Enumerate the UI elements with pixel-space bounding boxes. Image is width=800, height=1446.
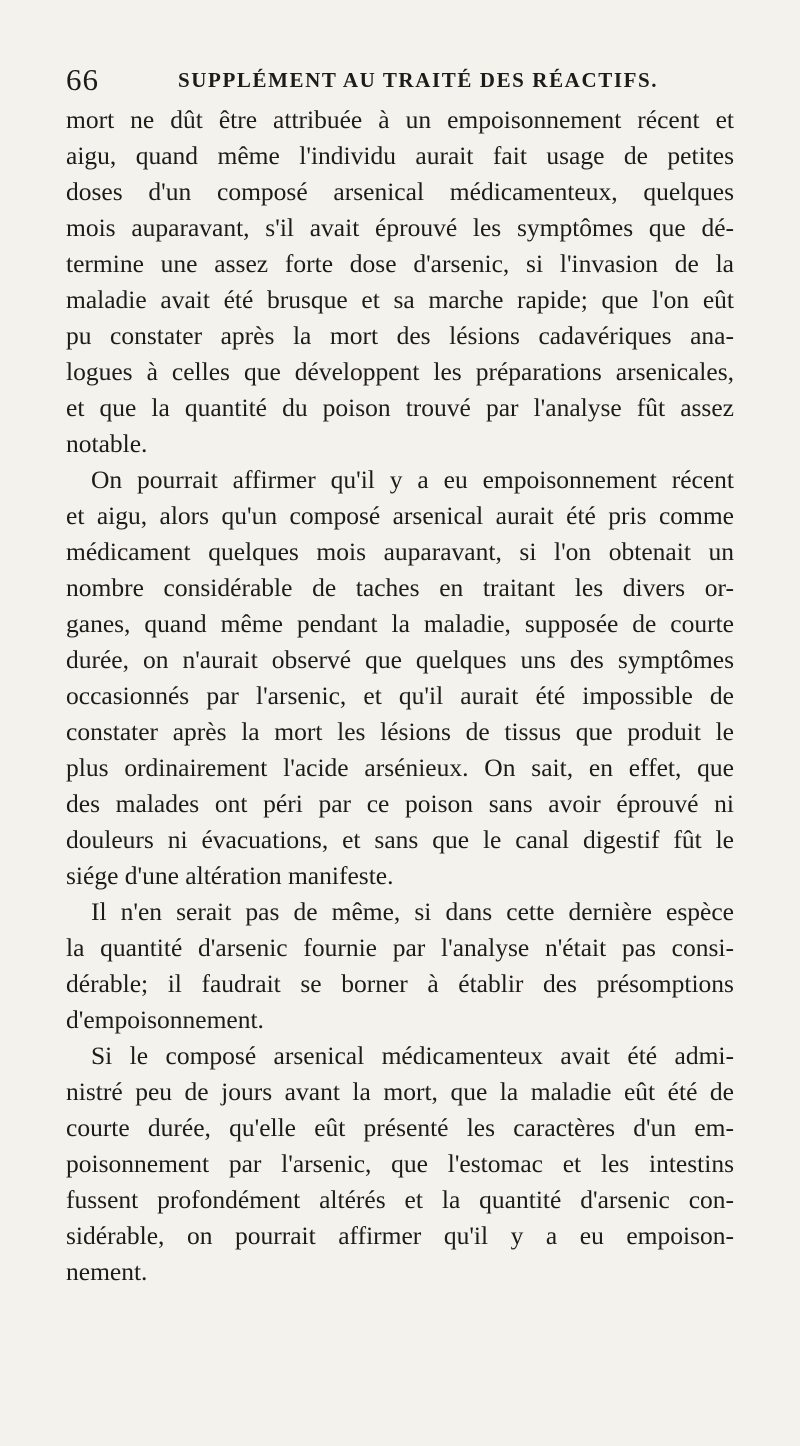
- text-line: dérable; il faudrait se borner à établir des présomptions: [66, 969, 734, 998]
- text-line: nement.: [66, 1257, 148, 1286]
- text-line: des malades ont péri par ce poison sans avoir éprouvé ni: [66, 789, 734, 818]
- text-line: sidérable, on pourrait affirmer qu'il y a eu empoison-: [66, 1221, 734, 1250]
- page-number: 66: [66, 62, 99, 97]
- text-line: doses d'un composé arsenical médicamenteux, quelques: [66, 177, 734, 206]
- text-line: médicament quelques mois auparavant, si l'on obtenait un: [66, 537, 734, 566]
- text-line: nombre considérable de taches en traitant les divers or-: [66, 573, 734, 602]
- body-text: [66, 102, 734, 1290]
- page-header: [66, 60, 736, 100]
- text-line: occasionnés par l'arsenic, et qu'il aurait été impossible de: [66, 681, 734, 710]
- text-line: On pourrait affirmer qu'il y a eu empoisonnement récent: [91, 465, 734, 494]
- text-line: Il n'en serait pas de même, si dans cette dernière espèce: [91, 897, 734, 926]
- text-line: notable.: [66, 429, 148, 458]
- text-line: d'empoisonnement.: [66, 1005, 264, 1034]
- text-line: ganes, quand même pendant la maladie, supposée de courte: [66, 609, 734, 638]
- text-line: mois auparavant, s'il avait éprouvé les symptômes que dé-: [66, 213, 734, 242]
- paragraph: [66, 894, 734, 1038]
- running-title: SUPPLÉMENT AU TRAITÉ DES RÉACTIFS.: [178, 68, 659, 92]
- text-line: et aigu, alors qu'un composé arsenical aurait été pris comme: [66, 501, 734, 530]
- text-line: maladie avait été brusque et sa marche rapide; que l'on eût: [66, 285, 734, 314]
- text-line: nistré peu de jours avant la mort, que la maladie eût été de: [66, 1077, 734, 1106]
- text-line: pu constater après la mort des lésions cadavériques ana-: [66, 321, 734, 350]
- text-line: aigu, quand même l'individu aurait fait usage de petites: [66, 141, 734, 170]
- text-line: la quantité d'arsenic fournie par l'analyse n'était pas consi-: [66, 933, 734, 962]
- paragraph: [66, 1038, 734, 1290]
- text-line: courte durée, qu'elle eût présenté les caractères d'un em-: [66, 1113, 734, 1142]
- text-line: termine une assez forte dose d'arsenic, si l'invasion de la: [66, 249, 734, 278]
- text-line: plus ordinairement l'acide arsénieux. On sait, en effet, que: [66, 753, 734, 782]
- text-line: poisonnement par l'arsenic, que l'estomac et les intestins: [66, 1149, 734, 1178]
- text-line: constater après la mort les lésions de tissus que produit le: [66, 717, 734, 746]
- text-line: siége d'une altération manifeste.: [66, 861, 394, 890]
- text-line: mort ne dût être attribuée à un empoisonnement récent et: [66, 105, 734, 134]
- text-line: durée, on n'aurait observé que quelques uns des symptômes: [66, 645, 734, 674]
- text-line: douleurs ni évacuations, et sans que le canal digestif fût le: [66, 825, 734, 854]
- text-line: logues à celles que développent les préparations arsenicales,: [66, 357, 734, 386]
- text-line: fussent profondément altérés et la quantité d'arsenic con-: [66, 1185, 734, 1214]
- text-line: et que la quantité du poison trouvé par l'analyse fût assez: [66, 393, 734, 422]
- text-line: Si le composé arsenical médicamenteux avait été admi-: [91, 1041, 734, 1070]
- paragraph: [66, 102, 734, 462]
- paragraph: [66, 462, 734, 894]
